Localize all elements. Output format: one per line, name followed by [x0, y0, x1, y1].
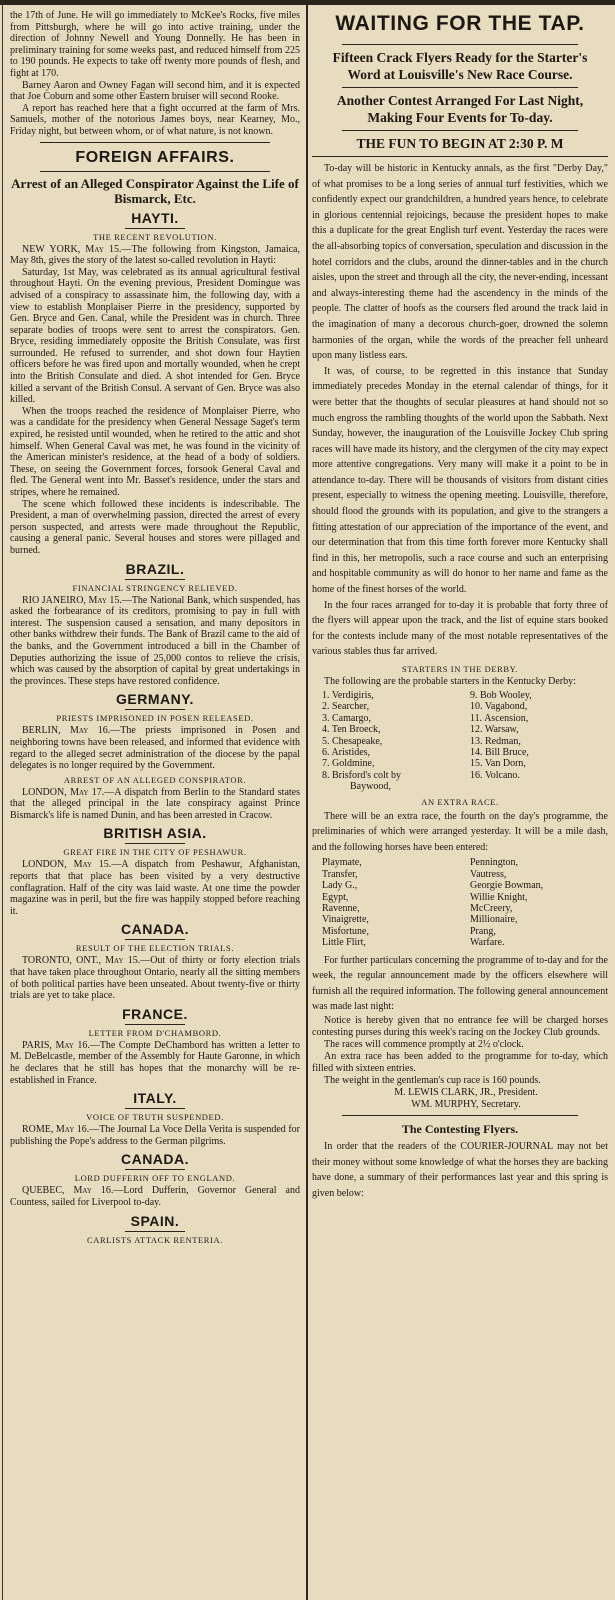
- italy-paragraph: ROME, May 16.—The Journal La Voce Della Verita is suspended for publishing the Pope's address to the German pilgrims.: [10, 1124, 300, 1147]
- derby-intro: The following are the probable starters in the Kentucky Derby:: [324, 676, 576, 687]
- canada-subheading: LORD DUFFERIN OFF TO ENGLAND.: [74, 1173, 236, 1184]
- notice-paragraph: An extra race has been added to the programme for to-day, which filled with sixteen entries.: [312, 1051, 608, 1075]
- italy-heading: ITALY.: [10, 1090, 300, 1109]
- horse-entry: Millionaire,: [470, 914, 518, 926]
- notice-paragraph: Notice is hereby given that no entrance fee will be charged horses contesting purses during this week's racing on the Jockey Club grounds.: [312, 1015, 608, 1039]
- separator: [40, 142, 270, 143]
- horse-entry: McCreery,: [470, 903, 513, 915]
- horse-entry: Vautress,: [470, 868, 507, 880]
- germany-subheading: ARREST OF AN ALLEGED CONSPIRATOR.: [63, 774, 247, 785]
- separator: [342, 44, 578, 45]
- horse-entry: 5. Chesapeake,: [322, 735, 383, 747]
- article-paragraph: There will be an extra race, the fourth on the day's programme, the preliminaries of which were arranged yesterday. It will be a mile dash, and the following horses have been entered:: [312, 810, 608, 853]
- foreign-affairs-heading: FOREIGN AFFAIRS.: [75, 148, 235, 166]
- contesting-flyers-heading: The Contesting Flyers.: [401, 1122, 519, 1137]
- dateline: BERLIN, May 16.: [22, 725, 111, 737]
- germany-paragraph: LONDON, May 17.—A dispatch from Berlin to the Standard states that the alleged principal in the late conspiracy against Prince Bismarck's life is named Dunin, and has been arrested in Cracow.: [10, 786, 300, 821]
- canada-heading: CANADA.: [10, 921, 300, 940]
- brazil-heading: BRAZIL.: [10, 561, 300, 580]
- horse-entry: 12. Warsaw,: [470, 724, 519, 736]
- article-paragraph: In the four races arranged for to-day it is probable that forty three of the flyers will appear upon the track, and the list of equine stars booked for the contests include many of the most notable representatives of the various stables thus far arrived.: [312, 599, 608, 658]
- canada-paragraph: QUEBEC, May 16.—Lord Dufferin, Governor General and Countess, sailed for Liverpool to-day.: [10, 1185, 300, 1208]
- germany-subheading: PRIESTS IMPRISONED IN POSEN RELEASED.: [56, 713, 254, 724]
- brazil-paragraph: RIO JANEIRO, May 15.—The National Bank, which suspended, has asked the forbearance of its creditors, promising to pay in full with interest. The suspension caused a sensation, and many depositors in other banks withdrew their funds. The Bank of Brazil came to the aid of the banks, and the Government introduced a bill in the Chamber of Deputies authorizing the issue of 25,000 contos to relieve the crisis, which was caused by the absorption of capital by great undertakings in the provinces. These steps have restored confidence.: [10, 594, 300, 687]
- horse-entry: 1. Verdigiris,: [322, 690, 374, 701]
- left-margin-rule: [2, 0, 3, 1600]
- dateline: ROME, May 16.: [22, 1124, 90, 1136]
- signature: WM. MURPHY, Secretary.: [411, 1099, 521, 1111]
- article-paragraph: To-day will be historic in Kentucky annals, as the first "Derby Day," of what promises to be a long series of annual turf festivities, which we confidently expect our grandchildren, a hundred years hence, to celebrate in glorious centennial rejoicings, because the president hopes to make this a duplicate for the great English turf event. Yesterday the races were the all-absorbing topics of conversation, speculation and discussion in the hotel corridors and the clubs, around the dinner-tables and in the church aisles, upon the street and through all the city, the never-ending, incessant and always-interesting theme had the ascendency in the minds of the people. The clatter of hoofs as the coursers fled around the track laid in the imagination of many a decorous church-goer, drowned the solemn harmonies of the organ, while the words of the preacher fell unheard upon many listless ears.: [312, 163, 608, 362]
- dateline: LONDON, May 17.: [22, 786, 105, 798]
- horse-entry: Little Flirt,: [322, 937, 366, 949]
- horse-entry: 10. Vagabond,: [470, 701, 528, 713]
- separator: [342, 1115, 578, 1116]
- italy-subheading: VOICE OF TRUTH SUSPENDED.: [86, 1112, 224, 1123]
- dateline: RIO JANEIRO, May 15.: [22, 594, 122, 606]
- signature: M. LEWIS CLARK, JR., President.: [394, 1087, 538, 1099]
- brazil-subheading: FINANCIAL STRINGENCY RELIEVED.: [72, 582, 238, 593]
- intro-paragraph: A report has reached here that a fight occurred at the farm of Mrs. Samuels, mother of the notorious James boys, near Kearney, Mo., Friday night, but between whom, or of what nature, is not known.: [10, 102, 300, 137]
- haiti-paragraph: The scene which followed these incidents is indescribable. The President, a man of overwhelming passion, directed the arrest of every person suspected, and arrests were made throughout the Republic, causing a general panic. Several houses and stores were pillaged and burned.: [10, 498, 300, 556]
- article-paragraph: It was, of course, to be regretted in this instance that Sunday immediately precedes Monday in the eternal calendar of things, for it were better that the thoughts of secular pleasures at hand should not so much engross the rambling thoughts of the world upon the Sabbath. Next Sunday, however, the inauguration of the Louisville Jockey Club spring races will have made its history, and the clergymen of the city may expect more attentive congregations. Very many will make it a point to be in attendance to-day. There will be thousands of visitors from distant cities present, especially to witness the opening meeting. Louisville, therefore, should flood the grounds with its population, and give to the strangers a fitting attestation of our appreciation of the importance of the event, and our determination that from this time forth forever more Kentucky shall find in this, her metropolis, such a race course and such an enterprising and hospitable community as will do honor to her name and fame as the home of the finest horses of the world.: [312, 365, 608, 596]
- british-asia-subheading: GREAT FIRE IN THE CITY OF PESHAWUR.: [63, 847, 247, 858]
- article-paragraph: For further particulars concerning the programme of to-day and for the week, the regular announcement made by the officers elsewhere will furnish all the required information. The following general announcement was made last night:: [312, 954, 608, 1013]
- haiti-paragraph: NEW YORK, May 15.—The following from Kingston, Jamaica, May 8th, gives the story of the latest so-called revolution in Hayti:: [10, 243, 300, 267]
- haiti-paragraph: When the troops reached the residence of Monplaiser Pierre, who was a candidate for the presidency when General Nessage Saget's term expired, he resisted until wounded, when he retired to the attic and shot himself. When General Caval was met, he was found in the vicinity of the American minister's residence, at the head of a body of soldiers. These, on seeing the Government forces, forsook General Caval and fled. The General went into Mr. Basset's residence, under the stars and stripes, where he remained.: [10, 405, 300, 498]
- horse-entry: 9. Bob Wooley,: [470, 690, 532, 701]
- separator: [342, 87, 578, 88]
- horse-entry: Georgie Bowman,: [470, 880, 544, 892]
- horse-entry: 14. Bill Bruce,: [470, 747, 529, 759]
- canada-heading: CANADA.: [10, 1151, 300, 1170]
- separator: [342, 130, 578, 131]
- article-deck: Fifteen Crack Flyers Ready for the Starter's Word at Louisville's New Race Course.: [332, 50, 588, 82]
- horse-entry: Ravenne,: [322, 903, 360, 915]
- france-paragraph: PARIS, May 16.—The Compte DeChambord has written a letter to M. DeBelcastle, member of the Assembly for Haute Garonne, in which he declares that he still has hopes that the monarchy will be re-established in France.: [10, 1039, 300, 1086]
- horse-entry: Warfare.: [470, 937, 505, 949]
- france-subheading: LETTER FROM D'CHAMBORD.: [88, 1027, 222, 1038]
- horse-entry: Baywood,: [350, 781, 391, 793]
- separator: [312, 156, 608, 157]
- canada-subheading: RESULT OF THE ELECTION TRIALS.: [75, 943, 235, 954]
- haiti-subheading: THE RECENT REVOLUTION.: [93, 231, 217, 242]
- column-divider: [306, 4, 308, 1600]
- foreign-affairs-deck: Arrest of an Alleged Conspirator Against the Life of Bismarck, Etc.: [11, 175, 299, 206]
- british-asia-heading: BRITISH ASIA.: [10, 825, 300, 844]
- horse-entry: Egypt,: [322, 891, 349, 903]
- derby-horse-list: [312, 690, 608, 793]
- intro-paragraph: the 17th of June. He will go immediately to McKee's Rocks, five miles from Pittsburgh, where he will go into active training, under the direction of Johnny Newell and Young Donnelly. He has been in preliminary training for some weeks past, and reduced himself from 225 to 190 pounds. He expects to take off twenty more pounds of flesh, and fight at 170.: [10, 10, 300, 79]
- horse-entry: Lady G.,: [322, 880, 358, 892]
- article-title: WAITING FOR THE TAP.: [335, 12, 585, 35]
- horse-entry: Misfortune,: [322, 925, 369, 937]
- horse-entry: 11. Ascension,: [470, 712, 529, 724]
- horse-entry: Pennington,: [470, 857, 519, 869]
- canada-paragraph: TORONTO, ONT., May 15.—Out of thirty or forty election trials that have taken place throughout Ontario, nearly all the sitting members of both political parties have been unseated. About twenty-five or thirty trials are yet to take place.: [10, 955, 300, 1002]
- spain-heading: SPAIN.: [10, 1213, 300, 1232]
- horse-entry: 7. Goldmine,: [322, 758, 375, 770]
- right-column: [312, 10, 608, 1598]
- germany-paragraph: BERLIN, May 16.—The priests imprisoned in Posen and neighboring towns have been released, and informed that evidence with regard to the alleged secret administration of the diocese by the papal delegates is no longer required by the Government.: [10, 725, 300, 772]
- horse-entry: 8. Brisford's colt by: [322, 769, 402, 781]
- dateline: NEW YORK, May 15.: [22, 243, 122, 255]
- article-paragraph: In order that the readers of the COURIER-JOURNAL may not bet their money without some knowledge of what the horses they are backing have done, a summary of their performances last year and this spring is given below:: [312, 1141, 608, 1199]
- horse-entry: 16. Volcano.: [470, 769, 520, 781]
- extra-race-heading: AN EXTRA RACE.: [421, 796, 499, 807]
- horse-entry: 15. Van Dorn,: [470, 758, 526, 770]
- germany-heading: GERMANY.: [10, 691, 300, 710]
- article-deck: THE FUN TO BEGIN AT 2:30 P. M: [356, 136, 564, 151]
- france-heading: FRANCE.: [10, 1006, 300, 1025]
- horse-entry: 13. Redman,: [470, 735, 521, 747]
- separator: [40, 171, 270, 172]
- dateline: PARIS, May 16.: [22, 1039, 90, 1051]
- horse-entry: 4. Ten Broeck,: [322, 724, 381, 736]
- horse-entry: Playmate,: [322, 857, 362, 869]
- dateline: TORONTO, ONT., May 15.: [22, 955, 141, 967]
- horse-entry: Prang,: [470, 925, 496, 937]
- haiti-paragraph: Saturday, 1st May, was celebrated as its annual agricultural festival throughout Hayti. On the evening previous, President Domingue was advised of a conspiracy to assassinate him, the following day, with a view to establish Monplaiser Pierre in the presidency, supported by Gen. Bryce and Gen. Canal, while the President was in church. Three separate bodies of troops were sent to arrest the conspirators. Gen. Bryce, residing immediately opposite the British Consulate, was first surrounded. He refused to surrender, and shot down four Haytien officers before he was fired upon and mortally wounded, when he crept into the British Consulate and died. A shot intended for Gen. Bryce killed a servant of the British Consul. A servant of Gen. Bryce was also killed.: [10, 266, 300, 406]
- horse-entry: 3. Camargo,: [322, 712, 371, 724]
- intro-paragraph: Barney Aaron and Owney Fagan will second him, and it is expected that Joe Coburn and some other Eastern bruiser will second Rooke.: [10, 79, 300, 103]
- notice-paragraph: The weight in the gentleman's cup race is 160 pounds.: [324, 1075, 541, 1087]
- horse-entry: 6. Aristides,: [322, 747, 371, 759]
- article-deck: Another Contest Arranged For Last Night, Making Four Events for To-day.: [336, 93, 584, 125]
- horse-entry: Willie Knight,: [470, 891, 528, 903]
- spain-subheading: CARLISTS ATTACK RENTERIA.: [87, 1234, 223, 1245]
- horse-entry: Transfer,: [322, 868, 358, 880]
- british-asia-paragraph: LONDON, May 15.—A dispatch from Peshawur, Afghanistan, reports that that place has been visited by a very destructive conflagration. Half of the city was laid waste. At one time the powder magazine was in peril, but the fire was happily stopped before reaching it.: [10, 859, 300, 917]
- horse-entry: Vinaigrette,: [322, 914, 369, 926]
- left-column: [10, 10, 300, 1598]
- horse-entry: 2. Searcher,: [322, 701, 370, 713]
- dateline: QUEBEC, May 16.: [22, 1185, 114, 1197]
- extra-horse-list: [312, 857, 608, 948]
- notice-paragraph: The races will commence promptly at 2½ o'clock.: [324, 1039, 524, 1051]
- derby-starters-heading: STARTERS IN THE DERBY.: [401, 664, 519, 674]
- dateline: LONDON, May 15.: [22, 859, 112, 871]
- haiti-heading: HAYTI.: [10, 210, 300, 229]
